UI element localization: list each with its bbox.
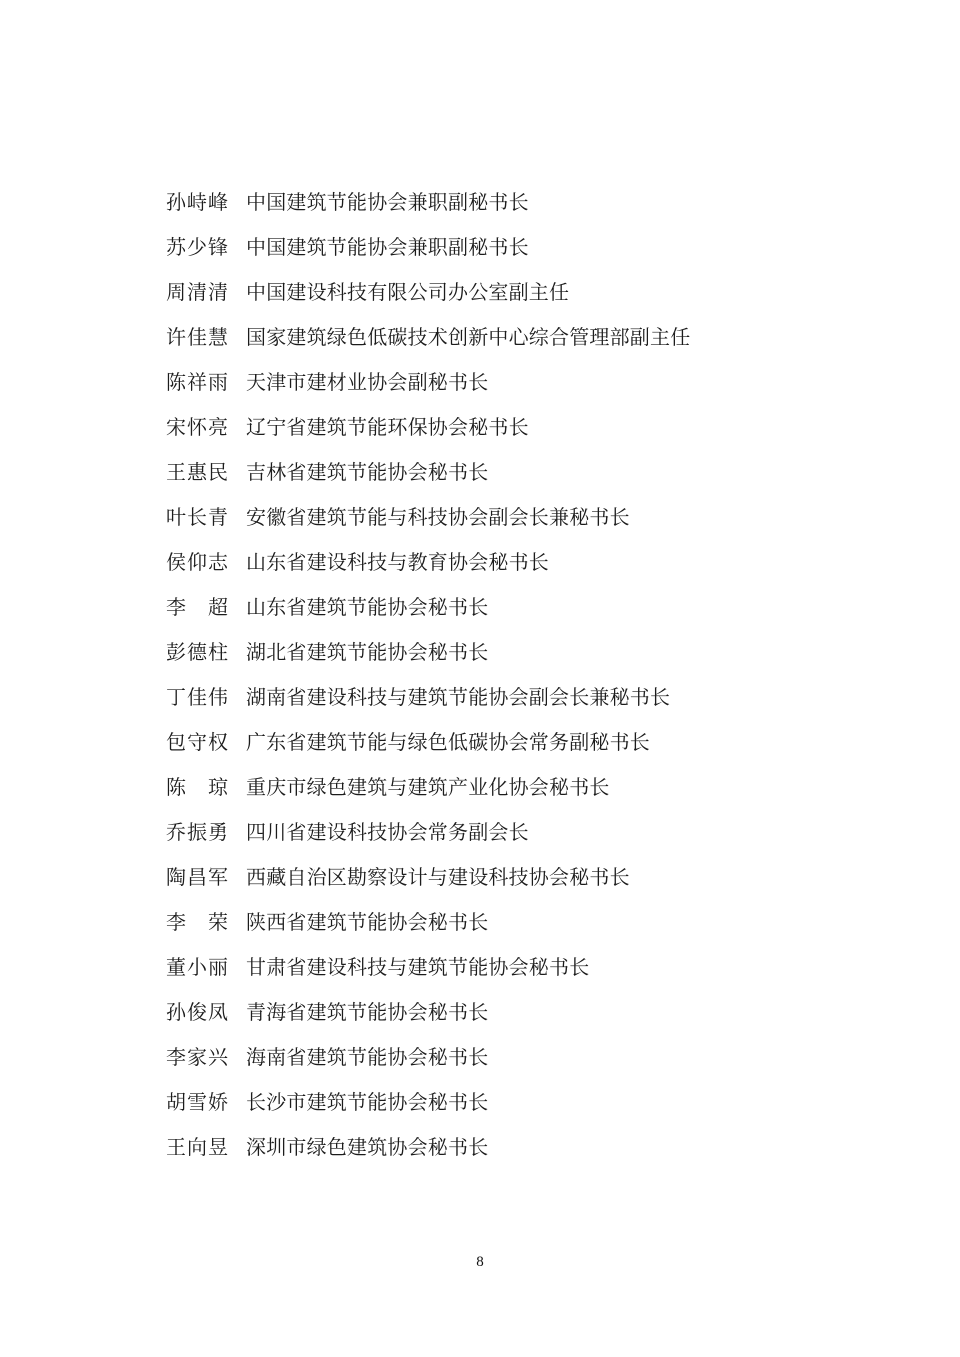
roster-row <box>166 631 690 676</box>
person-title: 深圳市绿色建筑协会秘书长 <box>246 1137 489 1159</box>
roster-row <box>166 361 690 406</box>
roster-row <box>166 496 690 541</box>
person-title: 山东省建设科技与教育协会秘书长 <box>246 552 549 574</box>
person-name: 彭德柱 <box>166 642 229 664</box>
person-title: 吉林省建筑节能协会秘书长 <box>246 462 489 484</box>
roster-row <box>166 901 690 946</box>
person-title: 中国建设科技有限公司办公室副主任 <box>246 282 570 304</box>
person-name: 陶昌军 <box>166 867 229 889</box>
person-title: 陕西省建筑节能协会秘书长 <box>246 912 489 934</box>
roster-list <box>166 181 690 1171</box>
roster-row <box>166 316 690 361</box>
person-title: 重庆市绿色建筑与建筑产业化协会秘书长 <box>246 777 610 799</box>
roster-row <box>166 991 690 1036</box>
person-name: 苏少锋 <box>166 237 229 259</box>
roster-row <box>166 946 690 991</box>
person-name: 王惠民 <box>166 462 229 484</box>
page-number: 8 <box>476 1254 484 1270</box>
roster-row <box>166 451 690 496</box>
roster-row <box>166 676 690 721</box>
roster-row <box>166 1126 690 1171</box>
person-name: 许佳慧 <box>166 327 229 349</box>
roster-row <box>166 721 690 766</box>
roster-row <box>166 1081 690 1126</box>
roster-row <box>166 226 690 271</box>
person-name: 叶长青 <box>166 507 229 529</box>
person-name: 李 超 <box>166 597 229 619</box>
person-title: 湖南省建设科技与建筑节能协会副会长兼秘书长 <box>246 687 671 709</box>
person-name: 侯仰志 <box>166 552 229 574</box>
person-name: 孙俊凤 <box>166 1002 229 1024</box>
person-title: 西藏自治区勘察设计与建设科技协会秘书长 <box>246 867 630 889</box>
person-name: 乔振勇 <box>166 822 229 844</box>
person-title: 安徽省建筑节能与科技协会副会长兼秘书长 <box>246 507 630 529</box>
person-name: 王向昱 <box>166 1137 229 1159</box>
person-name: 陈祥雨 <box>166 372 229 394</box>
person-name: 包守权 <box>166 732 229 754</box>
person-title: 四川省建设科技协会常务副会长 <box>246 822 529 844</box>
person-name: 胡雪娇 <box>166 1092 229 1114</box>
roster-row <box>166 586 690 631</box>
person-name: 宋怀亮 <box>166 417 229 439</box>
person-title: 中国建筑节能协会兼职副秘书长 <box>246 237 529 259</box>
roster-row <box>166 406 690 451</box>
roster-row <box>166 541 690 586</box>
person-title: 青海省建筑节能协会秘书长 <box>246 1002 489 1024</box>
person-name: 周清清 <box>166 282 229 304</box>
person-title: 湖北省建筑节能协会秘书长 <box>246 642 489 664</box>
person-name: 丁佳伟 <box>166 687 229 709</box>
person-name: 孙峙峰 <box>166 192 229 214</box>
person-title: 广东省建筑节能与绿色低碳协会常务副秘书长 <box>246 732 650 754</box>
person-title: 甘肃省建设科技与建筑节能协会秘书长 <box>246 957 590 979</box>
person-title: 长沙市建筑节能协会秘书长 <box>246 1092 489 1114</box>
person-title: 中国建筑节能协会兼职副秘书长 <box>246 192 529 214</box>
person-name: 董小丽 <box>166 957 229 979</box>
person-title: 国家建筑绿色低碳技术创新中心综合管理部副主任 <box>246 327 691 349</box>
person-name: 李 荣 <box>166 912 229 934</box>
person-title: 海南省建筑节能协会秘书长 <box>246 1047 489 1069</box>
person-title: 山东省建筑节能协会秘书长 <box>246 597 489 619</box>
person-title: 辽宁省建筑节能环保协会秘书长 <box>246 417 529 439</box>
person-name: 李家兴 <box>166 1047 229 1069</box>
person-title: 天津市建材业协会副秘书长 <box>246 372 489 394</box>
person-name: 陈 琼 <box>166 777 229 799</box>
roster-row <box>166 1036 690 1081</box>
roster-row <box>166 271 690 316</box>
roster-row <box>166 181 690 226</box>
roster-row <box>166 811 690 856</box>
roster-row <box>166 766 690 811</box>
roster-row <box>166 856 690 901</box>
